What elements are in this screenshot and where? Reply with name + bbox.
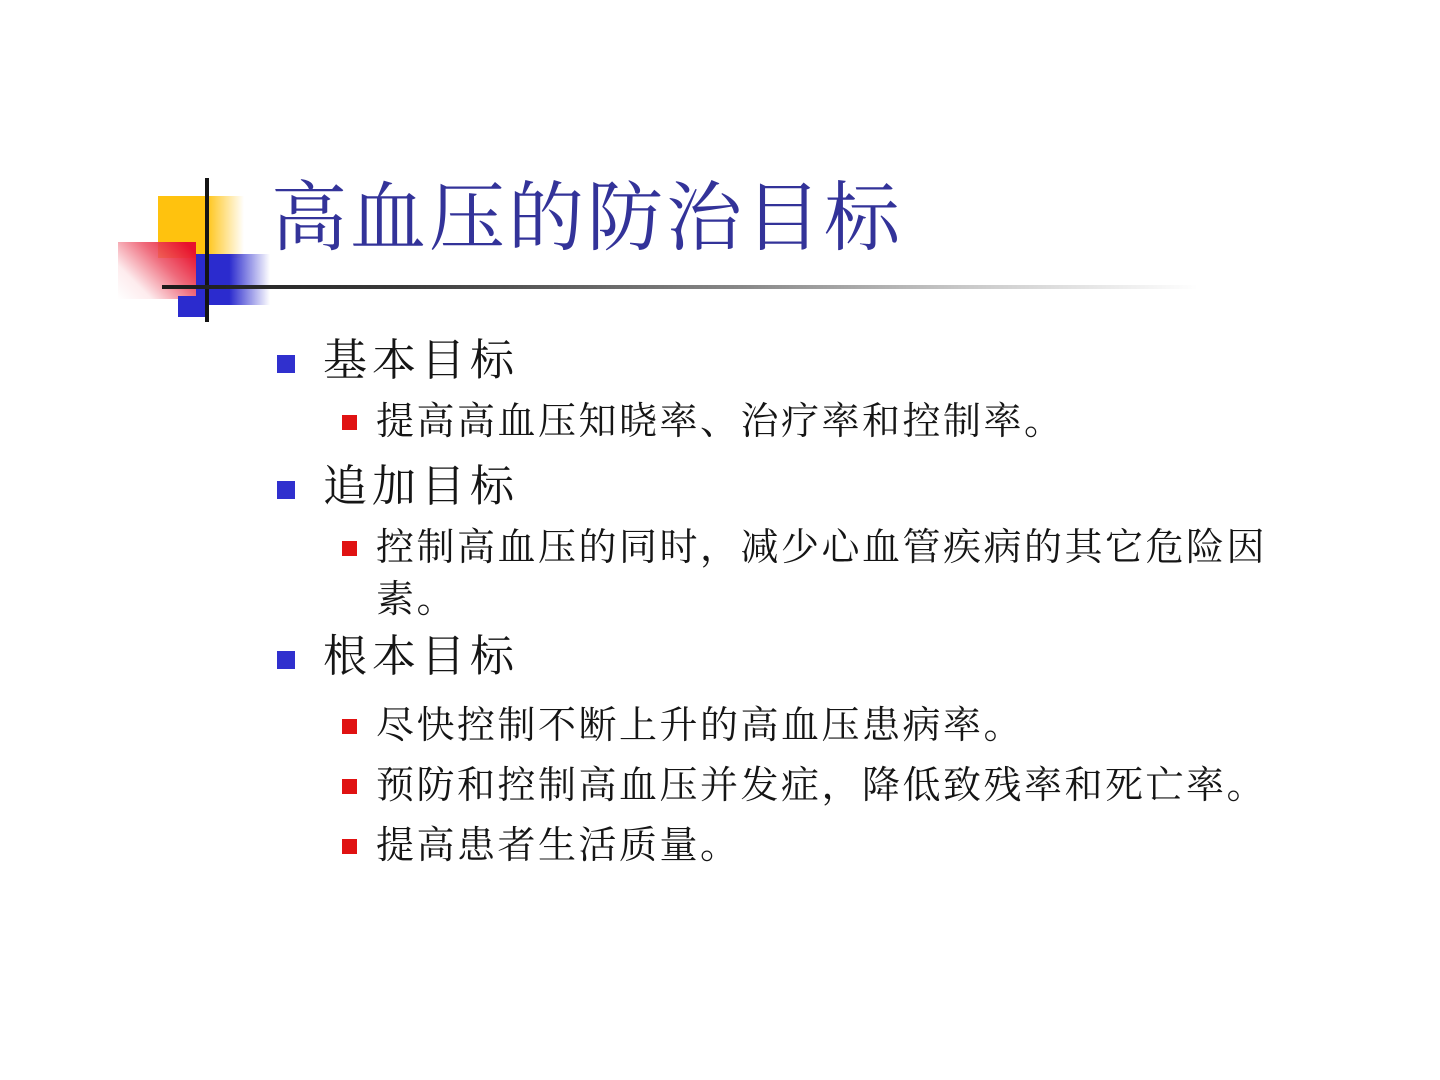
red-square-bullet-icon xyxy=(342,779,357,794)
sub-bullet-text: 预防和控制高血压并发症，降低致残率和死亡率。 xyxy=(376,765,1268,807)
section-heading-label: 根本目标 xyxy=(323,632,519,681)
sub-bullet-item xyxy=(342,522,1276,626)
sub-bullet-text: 提高患者生活质量。 xyxy=(376,825,741,867)
sub-bullet-item xyxy=(342,396,1276,448)
blue-square-bullet-icon xyxy=(277,355,295,373)
section-heading xyxy=(277,460,519,514)
section-heading xyxy=(277,630,519,684)
blue-square-bullet-icon xyxy=(277,651,295,669)
vertical-crosshair-line xyxy=(205,178,209,322)
sub-bullet-text: 控制高血压的同时，减少心血管疾病的其它危险因素。 xyxy=(376,527,1268,621)
title-underline-rule xyxy=(162,285,1230,289)
section-heading-label: 基本目标 xyxy=(323,336,519,385)
sub-bullet-item xyxy=(342,760,1276,812)
red-square-bullet-icon xyxy=(342,839,357,854)
sub-bullet-text: 提高高血压知晓率、治疗率和控制率。 xyxy=(376,401,1065,443)
pink-gradient-square xyxy=(118,242,196,299)
sub-bullet-item xyxy=(342,700,1276,752)
red-square-bullet-icon xyxy=(342,719,357,734)
blue-square-small xyxy=(178,296,205,317)
section-heading xyxy=(277,334,519,388)
red-square-bullet-icon xyxy=(342,415,357,430)
section-heading-label: 追加目标 xyxy=(323,462,519,511)
red-square-bullet-icon xyxy=(342,541,357,556)
sub-bullet-text: 尽快控制不断上升的高血压患病率。 xyxy=(376,705,1025,747)
blue-square-bullet-icon xyxy=(277,481,295,499)
sub-bullet-item xyxy=(342,820,1276,872)
slide-title: 高血压的防治目标 xyxy=(271,177,903,261)
